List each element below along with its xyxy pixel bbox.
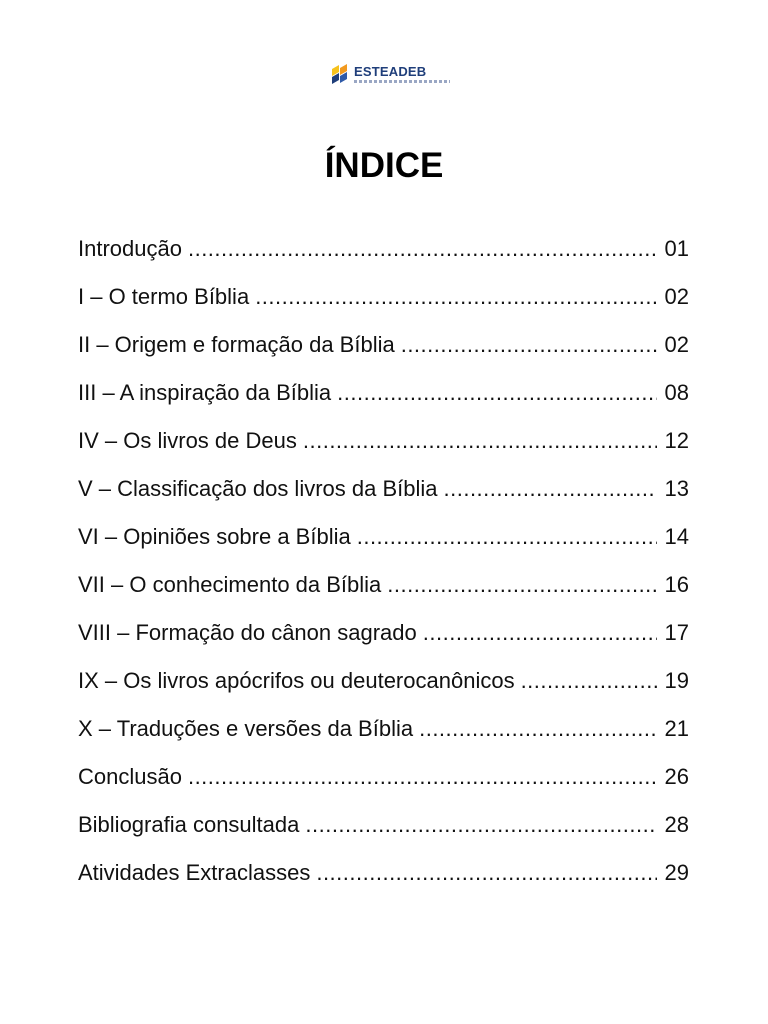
toc-entry <box>78 613 689 661</box>
toc-entry <box>78 325 689 373</box>
toc-entry-page-number: 17 <box>664 620 689 645</box>
toc-entry-label: VIII – Formação do cânon sagrado <box>78 620 417 645</box>
toc-dot-leader <box>255 277 657 317</box>
toc-entry-page-number: 26 <box>664 764 689 789</box>
toc-entry-label: Bibliografia consultada <box>78 812 300 837</box>
toc-entry-page-number: 02 <box>664 284 689 309</box>
toc-dot-leader <box>444 469 658 509</box>
toc-dot-leader <box>521 661 657 701</box>
toc-dot-leader <box>316 853 657 893</box>
toc-dot-leader <box>387 565 657 605</box>
toc-entry-page-number: 14 <box>664 524 689 549</box>
toc-dot-leader <box>357 517 657 557</box>
table-of-contents <box>78 229 689 901</box>
toc-entry-label: IX – Os livros apócrifos ou deuterocanônicos <box>78 668 515 693</box>
toc-entry-label: Atividades Extraclasses <box>78 860 311 885</box>
toc-dot-leader <box>305 805 657 845</box>
toc-entry-page-number: 28 <box>664 812 689 837</box>
toc-dot-leader <box>188 757 657 797</box>
logo-mark-icon <box>330 63 350 85</box>
toc-entry-label: VII – O conhecimento da Bíblia <box>78 572 382 597</box>
toc-entry-label: Introdução <box>78 236 182 261</box>
toc-dot-leader <box>419 709 657 749</box>
toc-entry-page-number: 13 <box>664 476 689 501</box>
page-title: ÍNDICE <box>324 146 444 186</box>
esteadeb-logo <box>330 60 450 88</box>
toc-entry <box>78 469 689 517</box>
toc-entry <box>78 229 689 277</box>
toc-entry-page-number: 12 <box>664 428 689 453</box>
toc-entry-page-number: 08 <box>664 380 689 405</box>
toc-entry <box>78 661 689 709</box>
toc-dot-leader <box>303 421 657 461</box>
toc-entry <box>78 853 689 901</box>
toc-entry <box>78 757 689 805</box>
toc-entry-page-number: 02 <box>664 332 689 357</box>
toc-dot-leader <box>423 613 657 653</box>
toc-entry-label: I – O termo Bíblia <box>78 284 250 309</box>
toc-entry-label: V – Classificação dos livros da Bíblia <box>78 476 438 501</box>
toc-entry-label: II – Origem e formação da Bíblia <box>78 332 395 357</box>
toc-entry <box>78 805 689 853</box>
toc-entry <box>78 277 689 325</box>
logo-name: ESTEADEB <box>354 64 427 79</box>
toc-entry-page-number: 19 <box>664 668 689 693</box>
toc-entry-page-number: 29 <box>664 860 689 885</box>
toc-entry <box>78 373 689 421</box>
toc-entry <box>78 517 689 565</box>
toc-entry <box>78 709 689 757</box>
toc-dot-leader <box>401 325 657 365</box>
toc-dot-leader <box>337 373 657 413</box>
toc-entry-page-number: 01 <box>664 236 689 261</box>
toc-entry-page-number: 21 <box>664 716 689 741</box>
toc-entry <box>78 421 689 469</box>
toc-dot-leader <box>188 229 657 269</box>
logo-tagline-decoration <box>354 80 450 83</box>
toc-entry-label: VI – Opiniões sobre a Bíblia <box>78 524 351 549</box>
toc-entry-label: X – Traduções e versões da Bíblia <box>78 716 414 741</box>
toc-entry <box>78 565 689 613</box>
toc-entry-label: IV – Os livros de Deus <box>78 428 297 453</box>
toc-entry-label: Conclusão <box>78 764 182 789</box>
toc-entry-label: III – A inspiração da Bíblia <box>78 380 332 405</box>
toc-entry-page-number: 16 <box>664 572 689 597</box>
